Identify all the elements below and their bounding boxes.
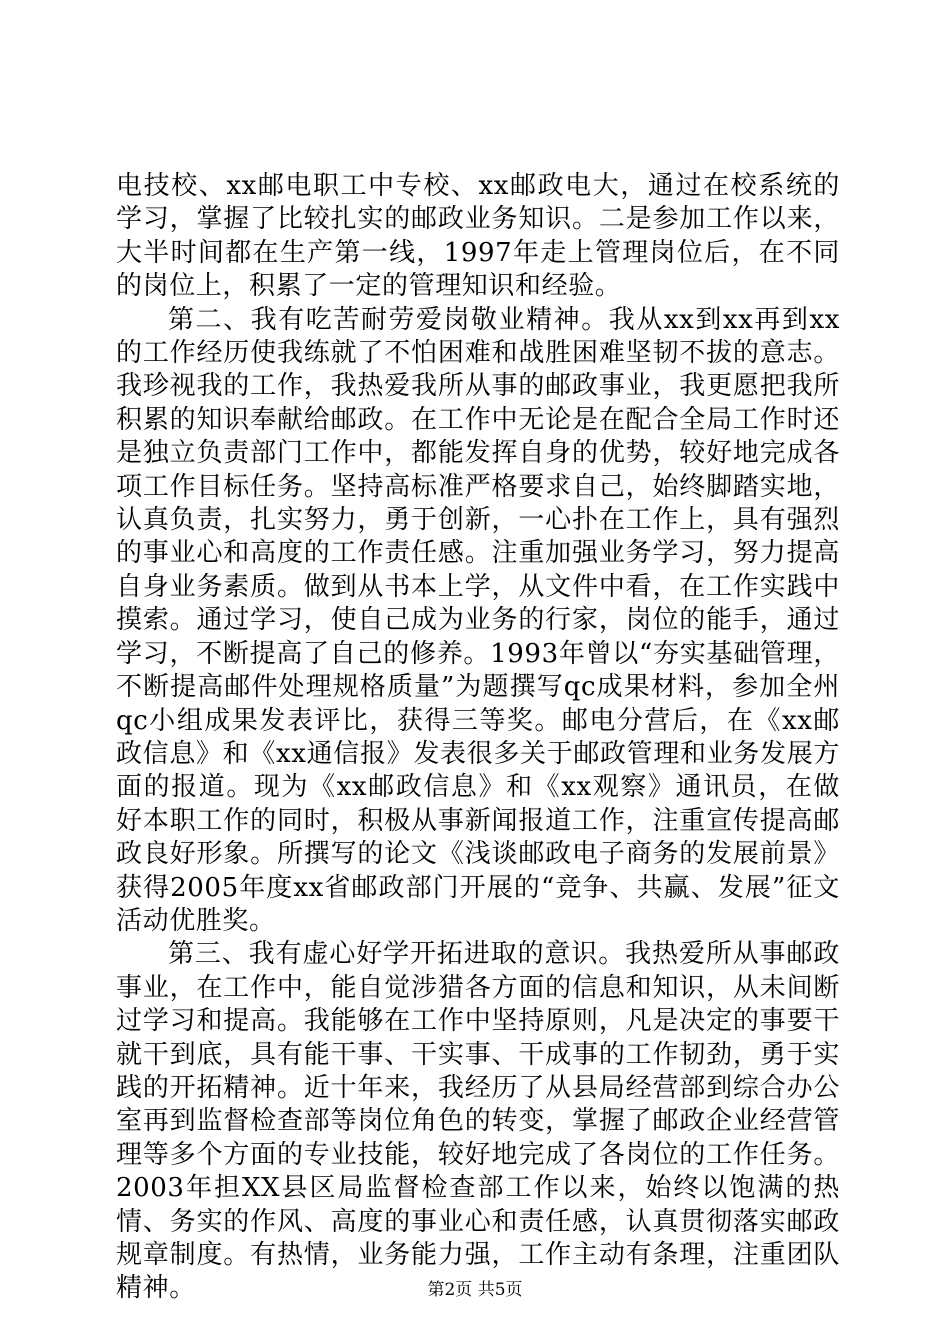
page-number: 第2页 共5页 [427, 1280, 523, 1300]
document-body [116, 170, 840, 1306]
paragraph-1: 电技校、xx邮电职工中专校、xx邮政电大，通过在校系统的学习，掌握了比较扎实的邮政业务知识。二是参加工作以来，大半时间都在生产第一线，1997年走上管理岗位后，在不同的岗位上，积累了一定的管理知识和经验。 [116, 171, 840, 302]
paragraph-3: 第三、我有虚心好学开拓进取的意识。我热爱所从事邮政事业，在工作中，能自觉涉猎各方面的信息和知识，从未间断过学习和提高。我能够在工作中坚持原则，凡是决定的事要干就干到底，具有能干事、干实事、干成事的工作韧劲，勇于实践的开拓精神。近十年来，我经历了从县局经营部到综合办公室再到监督检查部等岗位角色的转变，掌握了邮政企业经营管理等多个方面的专业技能，较好地完成了各岗位的工作任务。2003年担XX县区局监督检查部工作以来，始终以饱满的热情、务实的作风、高度的事业心和责任感，认真贯彻落实邮政规章制度。有热情，业务能力强，工作主动有条理，注重团队精神。 [116, 939, 840, 1304]
paragraph-2: 第二、我有吃苦耐劳爱岗敬业精神。我从xx到xx再到xx的工作经历使我练就了不怕困难和战胜困难坚韧不拔的意志。我珍视我的工作，我热爱我所从事的邮政事业，我更愿把我所积累的知识奉献给邮政。在工作中无论是在配合全局工作时还是独立负责部门工作中，都能发挥自身的优势，较好地完成各项工作目标任务。坚持高标准严格要求自己，始终脚踏实地，认真负责，扎实努力，勇于创新，一心扑在工作上，具有强烈的事业心和高度的工作责任感。注重加强业务学习，努力提高自身业务素质。做到从书本上学，从文件中看，在工作实践中摸索。通过学习，使自己成为业务的行家，岗位的能手，通过学习，不断提高了自己的修养。1993年曾以“夯实基础管理，不断提高邮件处理规格质量”为题撰写qc成果材料，参加全州qc小组成果发表评比，获得三等奖。邮电分营后，在《xx邮政信息》和《xx通信报》发表很多关于邮政管理和业务发展方面的报道。现为《xx邮政信息》和《xx观察》通讯员，在做好本职工作的同时，积极从事新闻报道工作，注重宣传提高邮政良好形象。所撰写的论文《浅谈邮政电子商务的发展前景》获得2005年度xx省邮政部门开展的“竞争、共赢、发展”征文活动优胜奖。 [116, 304, 840, 936]
